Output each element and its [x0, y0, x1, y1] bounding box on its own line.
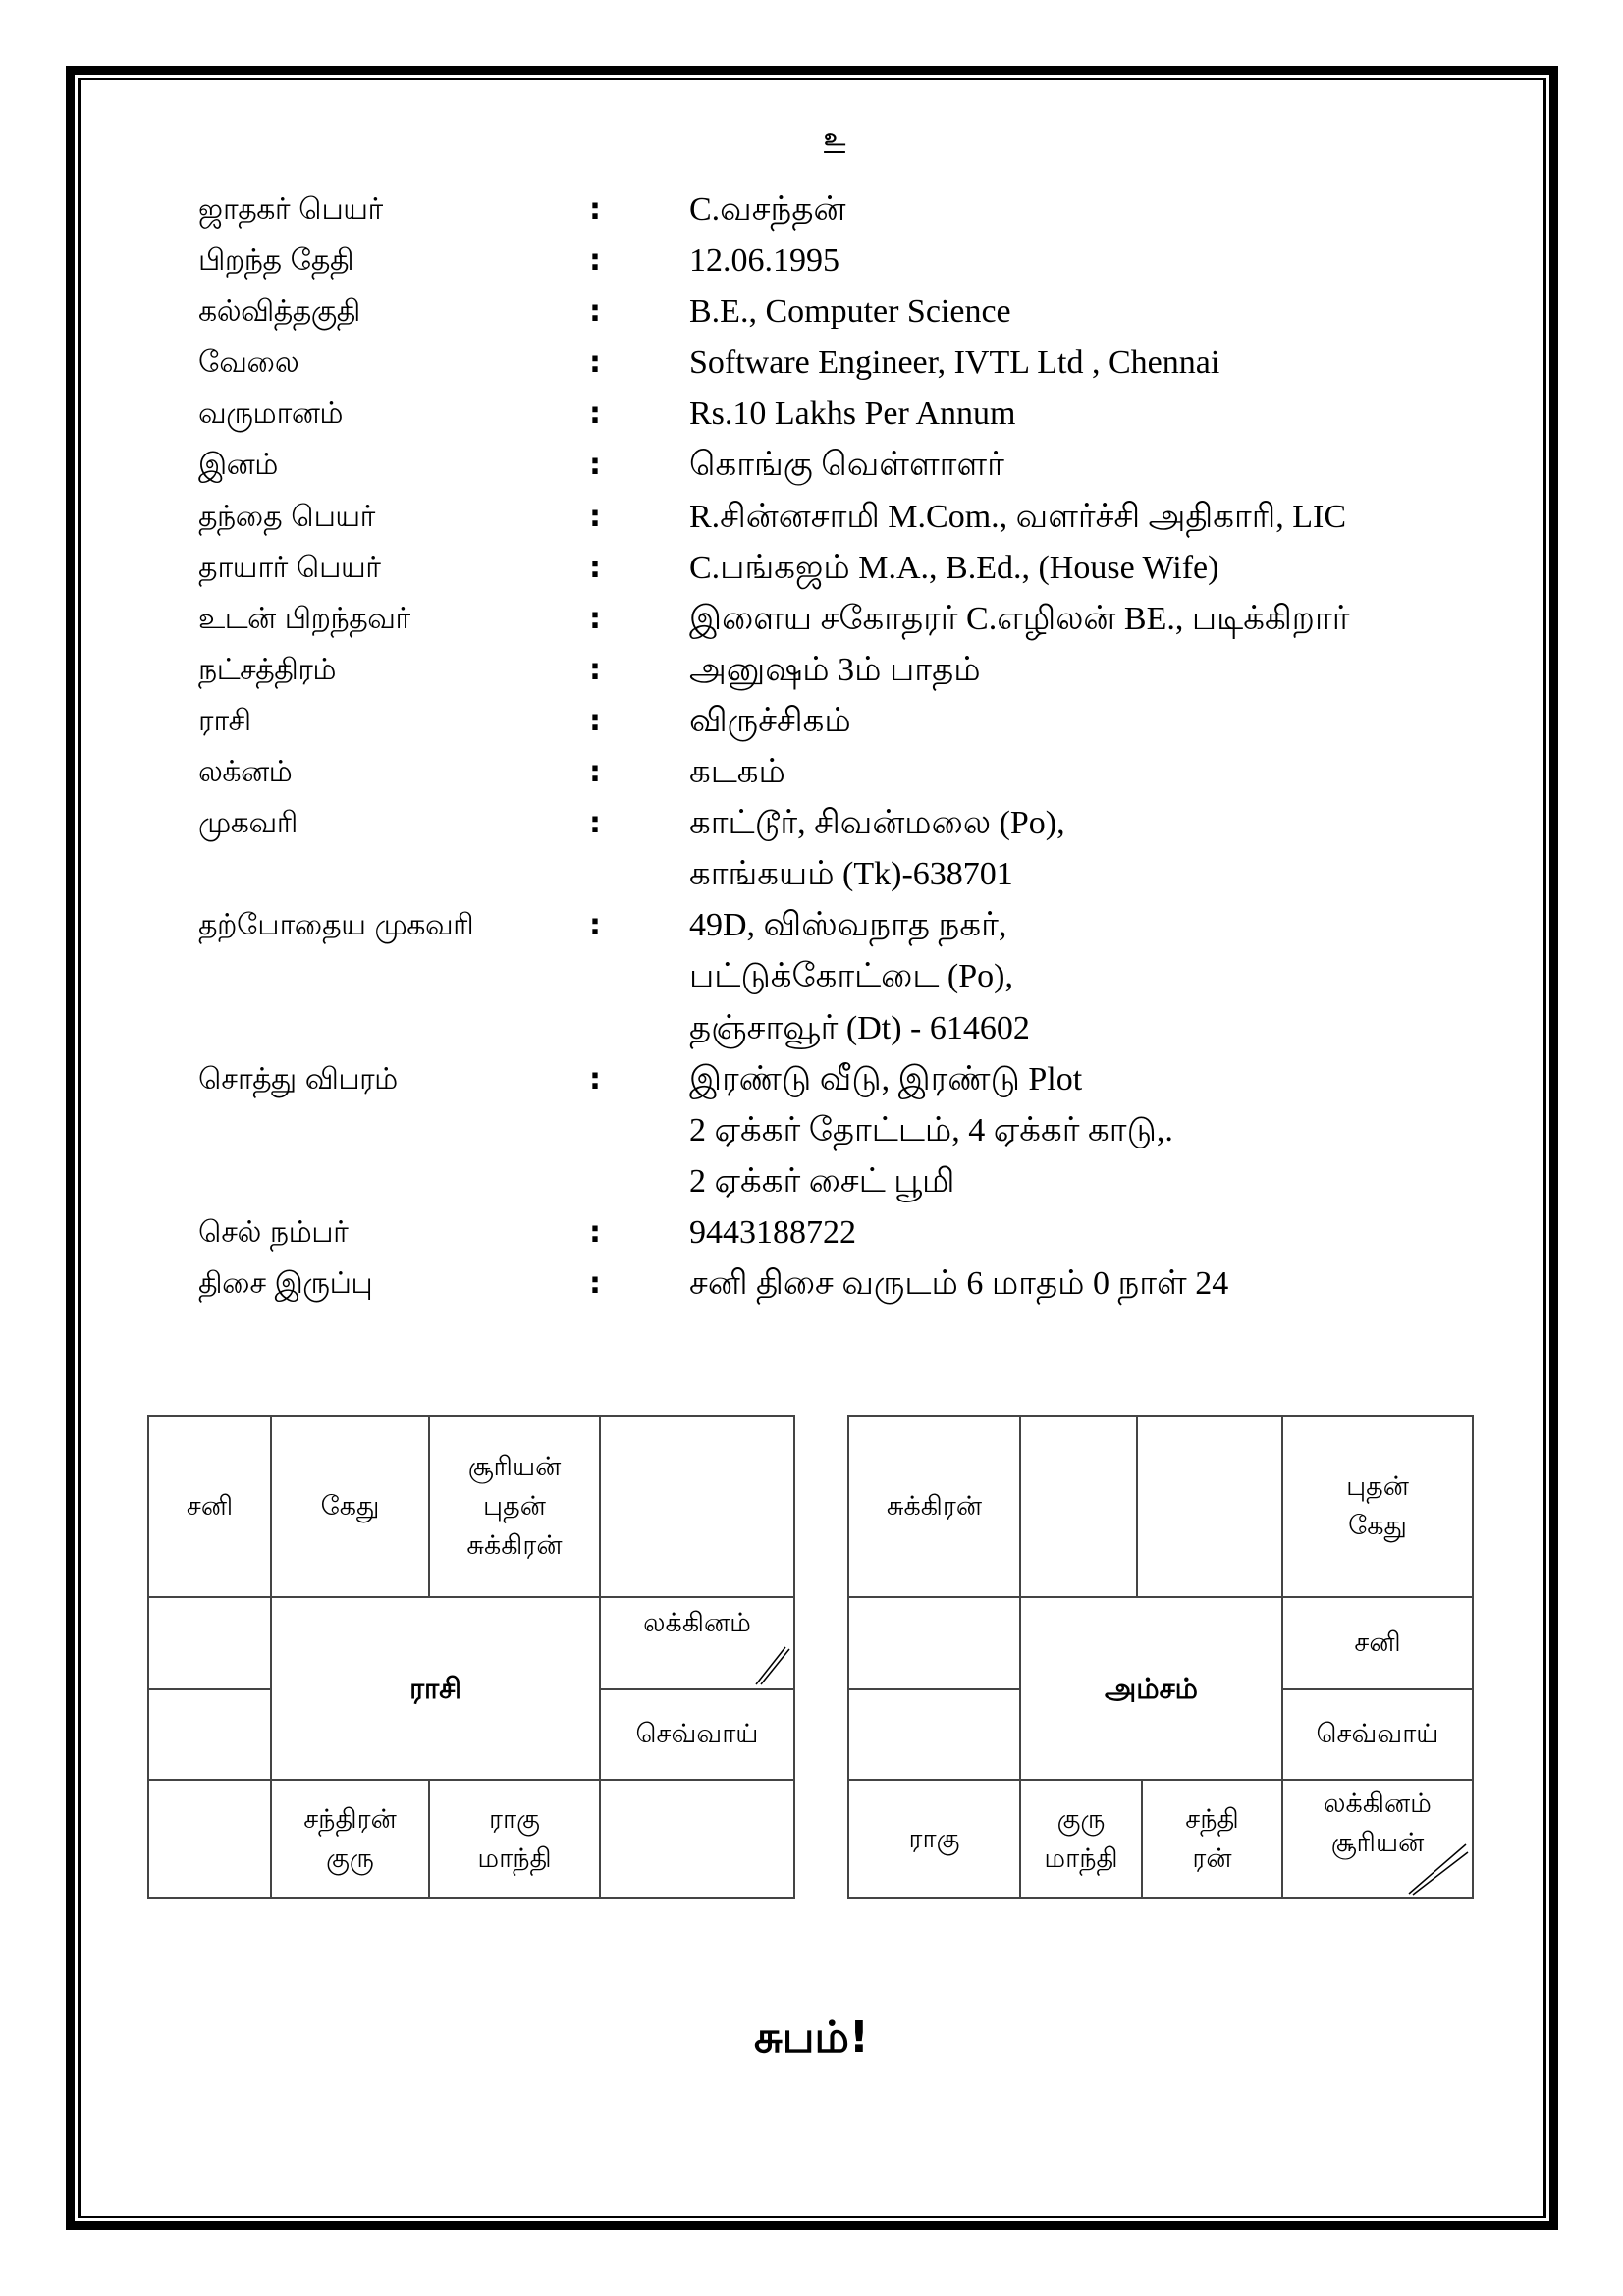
detail-row — [198, 344, 1514, 395]
detail-row — [198, 753, 1514, 804]
detail-value: 2 ஏக்கர் சைட் பூமி — [689, 1162, 955, 1200]
detail-value: சனி திசை வருடம் 6 மாதம் 0 நாள் 24 — [689, 1264, 1229, 1302]
detail-colon: : — [589, 448, 601, 483]
amsam-house-left-2 — [847, 1688, 1021, 1781]
detail-value: C.பங்கஜம் M.A., B.Ed., (House Wife) — [689, 549, 1219, 586]
amsam-house-bottom-1: ராகு — [847, 1779, 1021, 1899]
amsam-house-right-2: செவ்வாய் — [1281, 1688, 1474, 1781]
rasi-house-right-2: செவ்வாய் — [599, 1688, 795, 1781]
detail-row — [198, 1111, 1514, 1162]
detail-label: கல்வித்தகுதி — [198, 294, 360, 330]
amsam-house-right-1: சனி — [1281, 1596, 1474, 1690]
amsam-chart-title: அம்சம் — [1019, 1596, 1283, 1781]
detail-row — [198, 395, 1514, 446]
detail-label: சொத்து விபரம் — [198, 1061, 398, 1096]
detail-label: ஜாதகர் பெயர் — [198, 192, 383, 227]
detail-row — [198, 651, 1514, 702]
amsam-house-top-1: சுக்கிரன் — [847, 1415, 1021, 1598]
detail-label: வேலை — [198, 346, 299, 381]
detail-value: 2 ஏக்கர் தோட்டம், 4 ஏக்கர் காடு,. — [689, 1111, 1173, 1148]
detail-label: தாயார் பெயர் — [198, 550, 381, 585]
detail-row — [198, 600, 1514, 651]
detail-value: Software Engineer, IVTL Ltd , Chennai — [689, 345, 1220, 382]
rasi-house-top-1: சனி — [147, 1415, 272, 1598]
detail-row — [198, 241, 1514, 293]
detail-row — [198, 702, 1514, 753]
amsam-house-bottom-2: குரு மாந்தி — [1019, 1779, 1143, 1899]
detail-colon: : — [589, 397, 601, 432]
detail-label: ராசி — [198, 703, 251, 738]
detail-label: முகவரி — [198, 806, 298, 841]
detail-value: B.E., Computer Science — [689, 294, 1011, 331]
horoscope-details — [198, 190, 1514, 1315]
rasi-house-bottom-1 — [147, 1779, 272, 1899]
detail-label: பிறந்த தேதி — [198, 243, 354, 279]
detail-row — [198, 446, 1514, 497]
detail-label: இனம் — [198, 448, 278, 483]
detail-colon: : — [589, 1061, 601, 1096]
detail-value: 9443188722 — [689, 1213, 856, 1251]
detail-value: C.வசந்தன் — [689, 191, 846, 228]
detail-row — [198, 549, 1514, 600]
amsam-chart — [847, 1415, 1474, 1899]
rasi-house-right-1 — [599, 1596, 795, 1690]
detail-value: Rs.10 Lakhs Per Annum — [689, 396, 1016, 433]
detail-value: கொங்கு வெள்ளாளர் — [689, 447, 1004, 484]
detail-row — [198, 1213, 1514, 1264]
amsam-house-top-3 — [1136, 1415, 1283, 1598]
detail-label: நட்சத்திரம் — [198, 652, 336, 687]
detail-row — [198, 804, 1514, 855]
detail-value: காங்கயம் (Tk)-638701 — [689, 856, 1013, 893]
detail-row — [198, 1264, 1514, 1315]
rasi-house-top-4 — [599, 1415, 795, 1598]
detail-colon: : — [589, 1265, 601, 1301]
amsam-house-left-1 — [847, 1596, 1021, 1690]
detail-row — [198, 1162, 1514, 1213]
detail-row — [198, 1060, 1514, 1111]
detail-row — [198, 190, 1514, 241]
rasi-chart-title: ராசி — [270, 1596, 601, 1781]
lagna-marker-icon — [1405, 1841, 1470, 1896]
detail-value: இரண்டு வீடு, இரண்டு Plot — [689, 1060, 1083, 1097]
detail-colon: : — [589, 499, 601, 534]
detail-row — [198, 957, 1514, 1008]
detail-label: செல் நம்பர் — [198, 1214, 349, 1250]
detail-value: பட்டுக்கோட்டை (Po), — [689, 958, 1013, 995]
amsam-house-bottom-3: சந்தி ரன் — [1141, 1779, 1283, 1899]
detail-value: கடகம் — [689, 754, 785, 791]
detail-label: திசை இருப்பு — [198, 1265, 373, 1301]
detail-value: R.சின்னசாமி M.Com., வளர்ச்சி அதிகாரி, LIC — [689, 498, 1346, 535]
detail-value: 49D, விஸ்வநாத நகர், — [689, 907, 1007, 944]
rasi-house-top-3: சூரியன் புதன் சுக்கிரன் — [428, 1415, 601, 1598]
rasi-house-left-1 — [147, 1596, 272, 1690]
detail-colon: : — [589, 192, 601, 227]
detail-row — [198, 906, 1514, 957]
detail-label: லக்னம் — [198, 755, 293, 790]
detail-label: தற்போதைய முகவரி — [198, 908, 474, 943]
detail-label: வருமானம் — [198, 397, 344, 432]
amsam-house-bottom-4 — [1281, 1779, 1474, 1899]
invocation-symbol: உ — [824, 124, 845, 151]
detail-colon: : — [589, 601, 601, 636]
detail-colon: : — [589, 703, 601, 738]
detail-colon: : — [589, 294, 601, 330]
detail-row — [198, 1009, 1514, 1060]
detail-row — [198, 293, 1514, 344]
detail-value: தஞ்சாவூர் (Dt) - 614602 — [689, 1009, 1030, 1046]
closing-blessing: சுபம்! — [754, 2012, 869, 2062]
detail-value: இளைய சகோதரர் C.எழிலன் BE., படிக்கிறார் — [689, 600, 1350, 637]
rasi-lagna-label: லக்கினம் — [643, 1608, 751, 1638]
rasi-house-bottom-3: ராகு மாந்தி — [428, 1779, 601, 1899]
detail-colon: : — [589, 806, 601, 841]
detail-colon: : — [589, 1214, 601, 1250]
amsam-house-top-4: புதன் கேது — [1281, 1415, 1474, 1598]
detail-row — [198, 855, 1514, 906]
detail-colon: : — [589, 550, 601, 585]
rasi-house-bottom-2: சந்திரன் குரு — [270, 1779, 430, 1899]
detail-label: உடன் பிறந்தவர் — [198, 601, 410, 636]
amsam-lagna-label: லக்கினம் சூரியன் — [1324, 1789, 1432, 1858]
detail-colon: : — [589, 243, 601, 279]
rasi-house-left-2 — [147, 1688, 272, 1781]
lagna-marker-icon — [752, 1641, 791, 1686]
detail-value: 12.06.1995 — [689, 242, 839, 280]
rasi-chart — [147, 1415, 795, 1899]
detail-colon: : — [589, 908, 601, 943]
detail-value: விருச்சிகம் — [689, 702, 851, 739]
detail-row — [198, 498, 1514, 549]
detail-value: அனுஷம் 3ம் பாதம் — [689, 651, 981, 688]
rasi-house-top-2: கேது — [270, 1415, 430, 1598]
rasi-house-bottom-4 — [599, 1779, 795, 1899]
detail-colon: : — [589, 652, 601, 687]
detail-value: காட்டூர், சிவன்மலை (Po), — [689, 805, 1065, 842]
detail-colon: : — [589, 346, 601, 381]
detail-colon: : — [589, 755, 601, 790]
detail-label: தந்தை பெயர் — [198, 499, 375, 534]
amsam-house-top-2 — [1019, 1415, 1138, 1598]
